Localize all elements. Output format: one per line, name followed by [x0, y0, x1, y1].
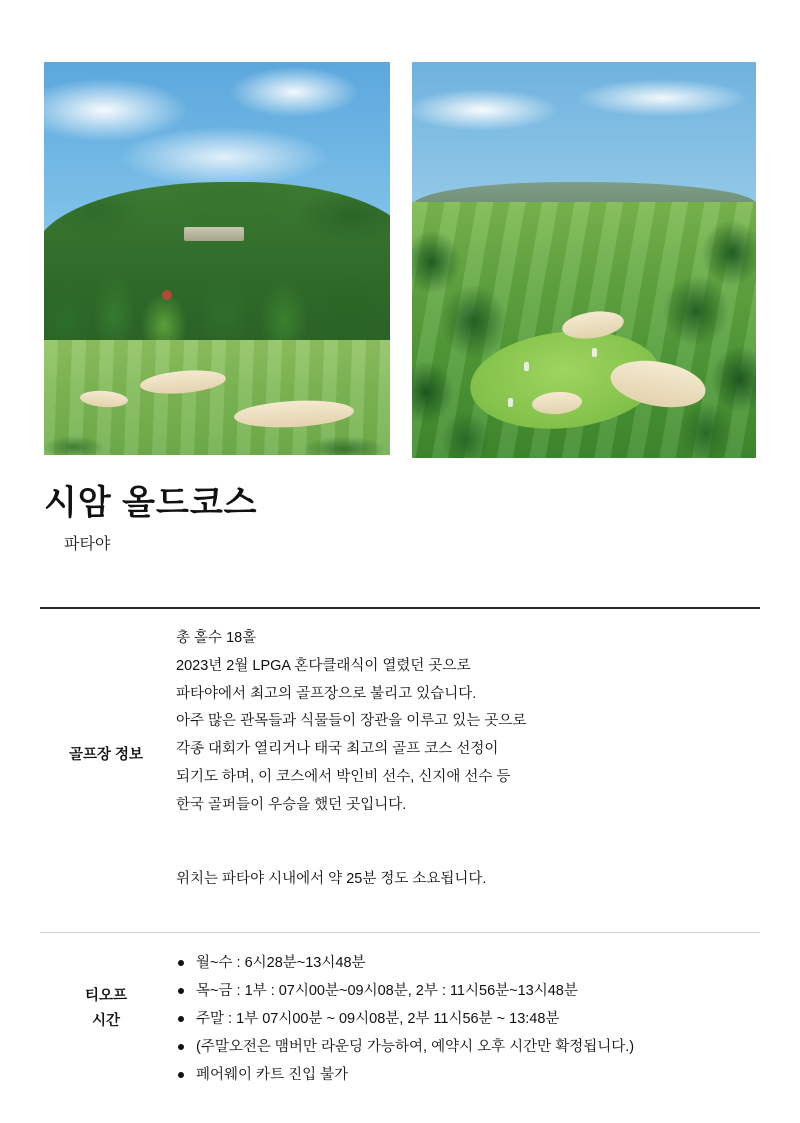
course-info-line: 파타야에서 최고의 골프장으로 불리고 있습니다.	[176, 685, 477, 702]
list-item: 주말 : 1부 07시00분 ~ 09시08분, 2부 11시56분 ~ 13:48분	[176, 1008, 760, 1036]
section-divider-light	[40, 932, 760, 933]
course-info-line: 각종 대회가 열리거나 태국 최고의 골프 코스 선정이	[176, 741, 499, 758]
course-info-line: 아주 많은 관목들과 식물들이 장관을 이루고 있는 곳으로	[176, 713, 527, 730]
foreground-shrubs	[44, 425, 390, 455]
list-item: (주말오전은 맴버만 라운딩 가능하여, 예약시 오후 시간만 확정됩니다.)	[176, 1036, 760, 1064]
teeoff-section	[40, 952, 760, 1092]
course-location-note: 위치는 파타야 시내에서 약 25분 정도 소요됩니다.	[176, 870, 487, 887]
course-info-line: 되기도 하며, 이 코스에서 박인비 선수, 신지애 선수 등	[176, 769, 511, 786]
left-treeline	[412, 212, 534, 458]
golfer-figure	[508, 398, 513, 407]
page-title: 시암 올드코스	[44, 484, 258, 522]
clubhouse-building	[184, 227, 244, 241]
course-info-label: 골프장 정보	[68, 747, 144, 763]
golfer-figure	[524, 362, 529, 371]
golf-course-aerial-photo	[412, 62, 756, 458]
paragraph-spacer	[176, 820, 760, 866]
course-info-line: 2023년 2월 LPGA 혼다클래식이 열렸던 곳으로	[176, 657, 471, 674]
golf-course-hillside-photo	[44, 62, 390, 455]
teeoff-label-line1: 티오프	[84, 988, 128, 1004]
teeoff-label-line2: 시간	[91, 1012, 120, 1029]
title-block	[44, 482, 756, 554]
course-info-line: 한국 골퍼들이 우승을 했던 곳입니다.	[176, 796, 407, 813]
course-info-line: 총 홀수 18홀	[176, 630, 257, 646]
section-divider-strong	[40, 607, 760, 609]
golfer-figure	[592, 348, 597, 357]
course-info-body	[172, 625, 760, 894]
course-info-section	[40, 625, 760, 894]
teeoff-label	[40, 952, 172, 1033]
right-treeline	[636, 207, 756, 458]
photo-row	[44, 62, 756, 458]
list-item: 페어웨이 카트 진입 불가	[176, 1064, 760, 1092]
page-subtitle: 파타야	[64, 535, 111, 553]
list-item: 목~금 : 1부 : 07시00분~09시08분, 2부 : 11시56분~13시48분	[176, 980, 760, 1008]
red-flower-shrub	[162, 290, 172, 300]
teeoff-list	[172, 952, 760, 1092]
list-item: 월~수 : 6시28분~13시48분	[176, 952, 760, 980]
